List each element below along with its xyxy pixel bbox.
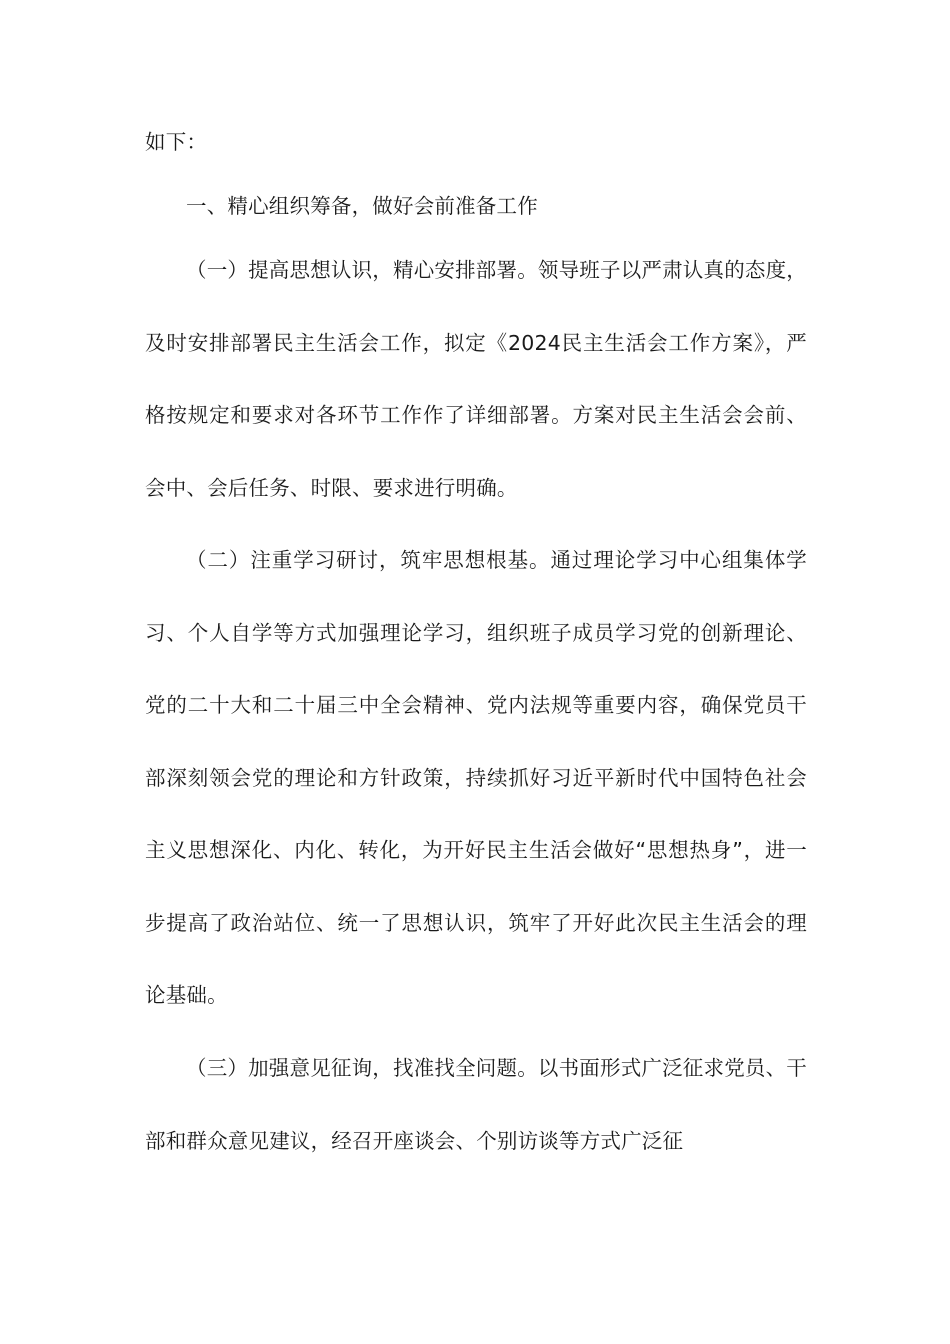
paragraph-3: （三）加强意见征询，找准找全问题。以书面形式广泛征求党员、干部和群众意见建议，经召开座谈会、个别访谈等方式广泛征 [145,1056,807,1153]
paragraph-2: （二）注重学习研讨，筑牢思想根基。通过理论学习中心组集体学习、个人自学等方式加强理论学习，组织班子成员学习党的创新理论、党的二十大和二十届三中全会精神、党内法规等重要内容，确保党员干部深刻领会党的理论和方针政策，持续抓好习近平新时代中国特色社会主义思想深化、内化、转化，为开好民主生活会做好“思想热身”，进一步提高了政治站位、统一了思想认识，筑牢了开好此次民主生活会的理论基础。 [145,548,807,1007]
paragraph-1: （一）提高思想认识，精心安排部署。领导班子以严肃认真的态度，及时安排部署民主生活会工作，拟定《2024民主生活会工作方案》，严格按规定和要求对各环节工作作了详细部署。方案对民主生活会会前、会中、会后任务、时限、要求进行明确。 [145,258,807,500]
section-heading: 一、精心组织筹备，做好会前准备工作 [186,194,538,218]
intro-line: 如下： [145,130,208,154]
